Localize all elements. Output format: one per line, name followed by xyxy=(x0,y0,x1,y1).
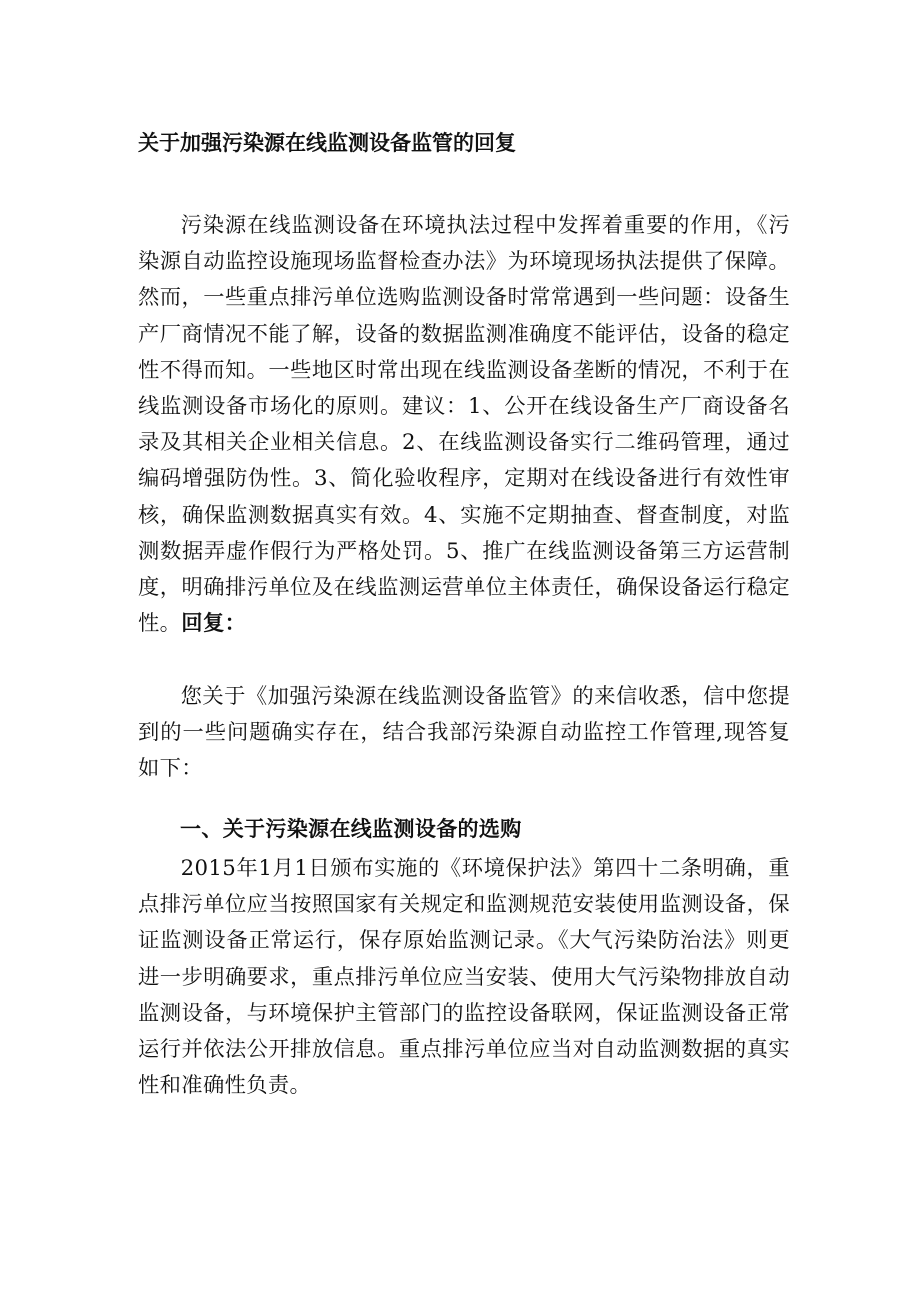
proposal-text: 污染源在线监测设备在环境执法过程中发挥着重要的作用，《污染源自动监控设施现场监督检查办法》为环境现场执法提供了保障。然而，一些重点排污单位选购监测设备时常常遇到一些问题：设备生产厂商情况不能了解，设备的数据监测准确度不能评估，设备的稳定性不得而知。一些地区时常出现在线监测设备垄断的情况，不利于在线监测设备市场化的原则。建议：1、公开在线设备生产厂商设备名录及其相关企业相关信息。2、在线监测设备实行二维码管理，通过编码增强防伪性。3、简化验收程序，定期对在线设备进行有效性审核，确保监测数据真实有效。4、实施不定期抽查、督查制度，对监测数据弄虚作假行为严格处罚。5、推广在线监测设备第三方运营制度，明确排污单位及在线监测运营单位主体责任，确保设备运行稳定性。 xyxy=(138,213,790,637)
proposal-section xyxy=(138,208,790,642)
section1-paragraph: 2015年1月1日颁布实施的《环境保护法》第四十二条明确，重点排污单位应当按照国家有关规定和监测规范安装使用监测设备，保证监测设备正常运行，保存原始监测记录。《大气污染防治法》则更进一步明确要求，重点排污单位应当安装、使用大气污染物排放自动监测设备，与环境保护主管部门的监控设备联网，保证监测设备正常运行并依法公开排放信息。重点排污单位应当对自动监测数据的真实性和准确性负责。 xyxy=(138,856,790,1099)
section1-heading-block xyxy=(138,811,790,847)
reply-label: 回复： xyxy=(181,611,247,637)
document-title: 关于加强污染源在线监测设备监管的回复 xyxy=(138,131,516,155)
section1-heading: 一、关于污染源在线监测设备的选购 xyxy=(180,817,522,841)
reply-intro-section xyxy=(138,679,790,788)
reply-intro-paragraph: 您关于《加强污染源在线监测设备监管》的来信收悉，信中您提到的一些问题确实存在，结合我部污染源自动监控工作管理,现答复如下： xyxy=(138,684,790,782)
section1-body xyxy=(138,851,790,1104)
proposal-paragraph xyxy=(138,208,790,642)
